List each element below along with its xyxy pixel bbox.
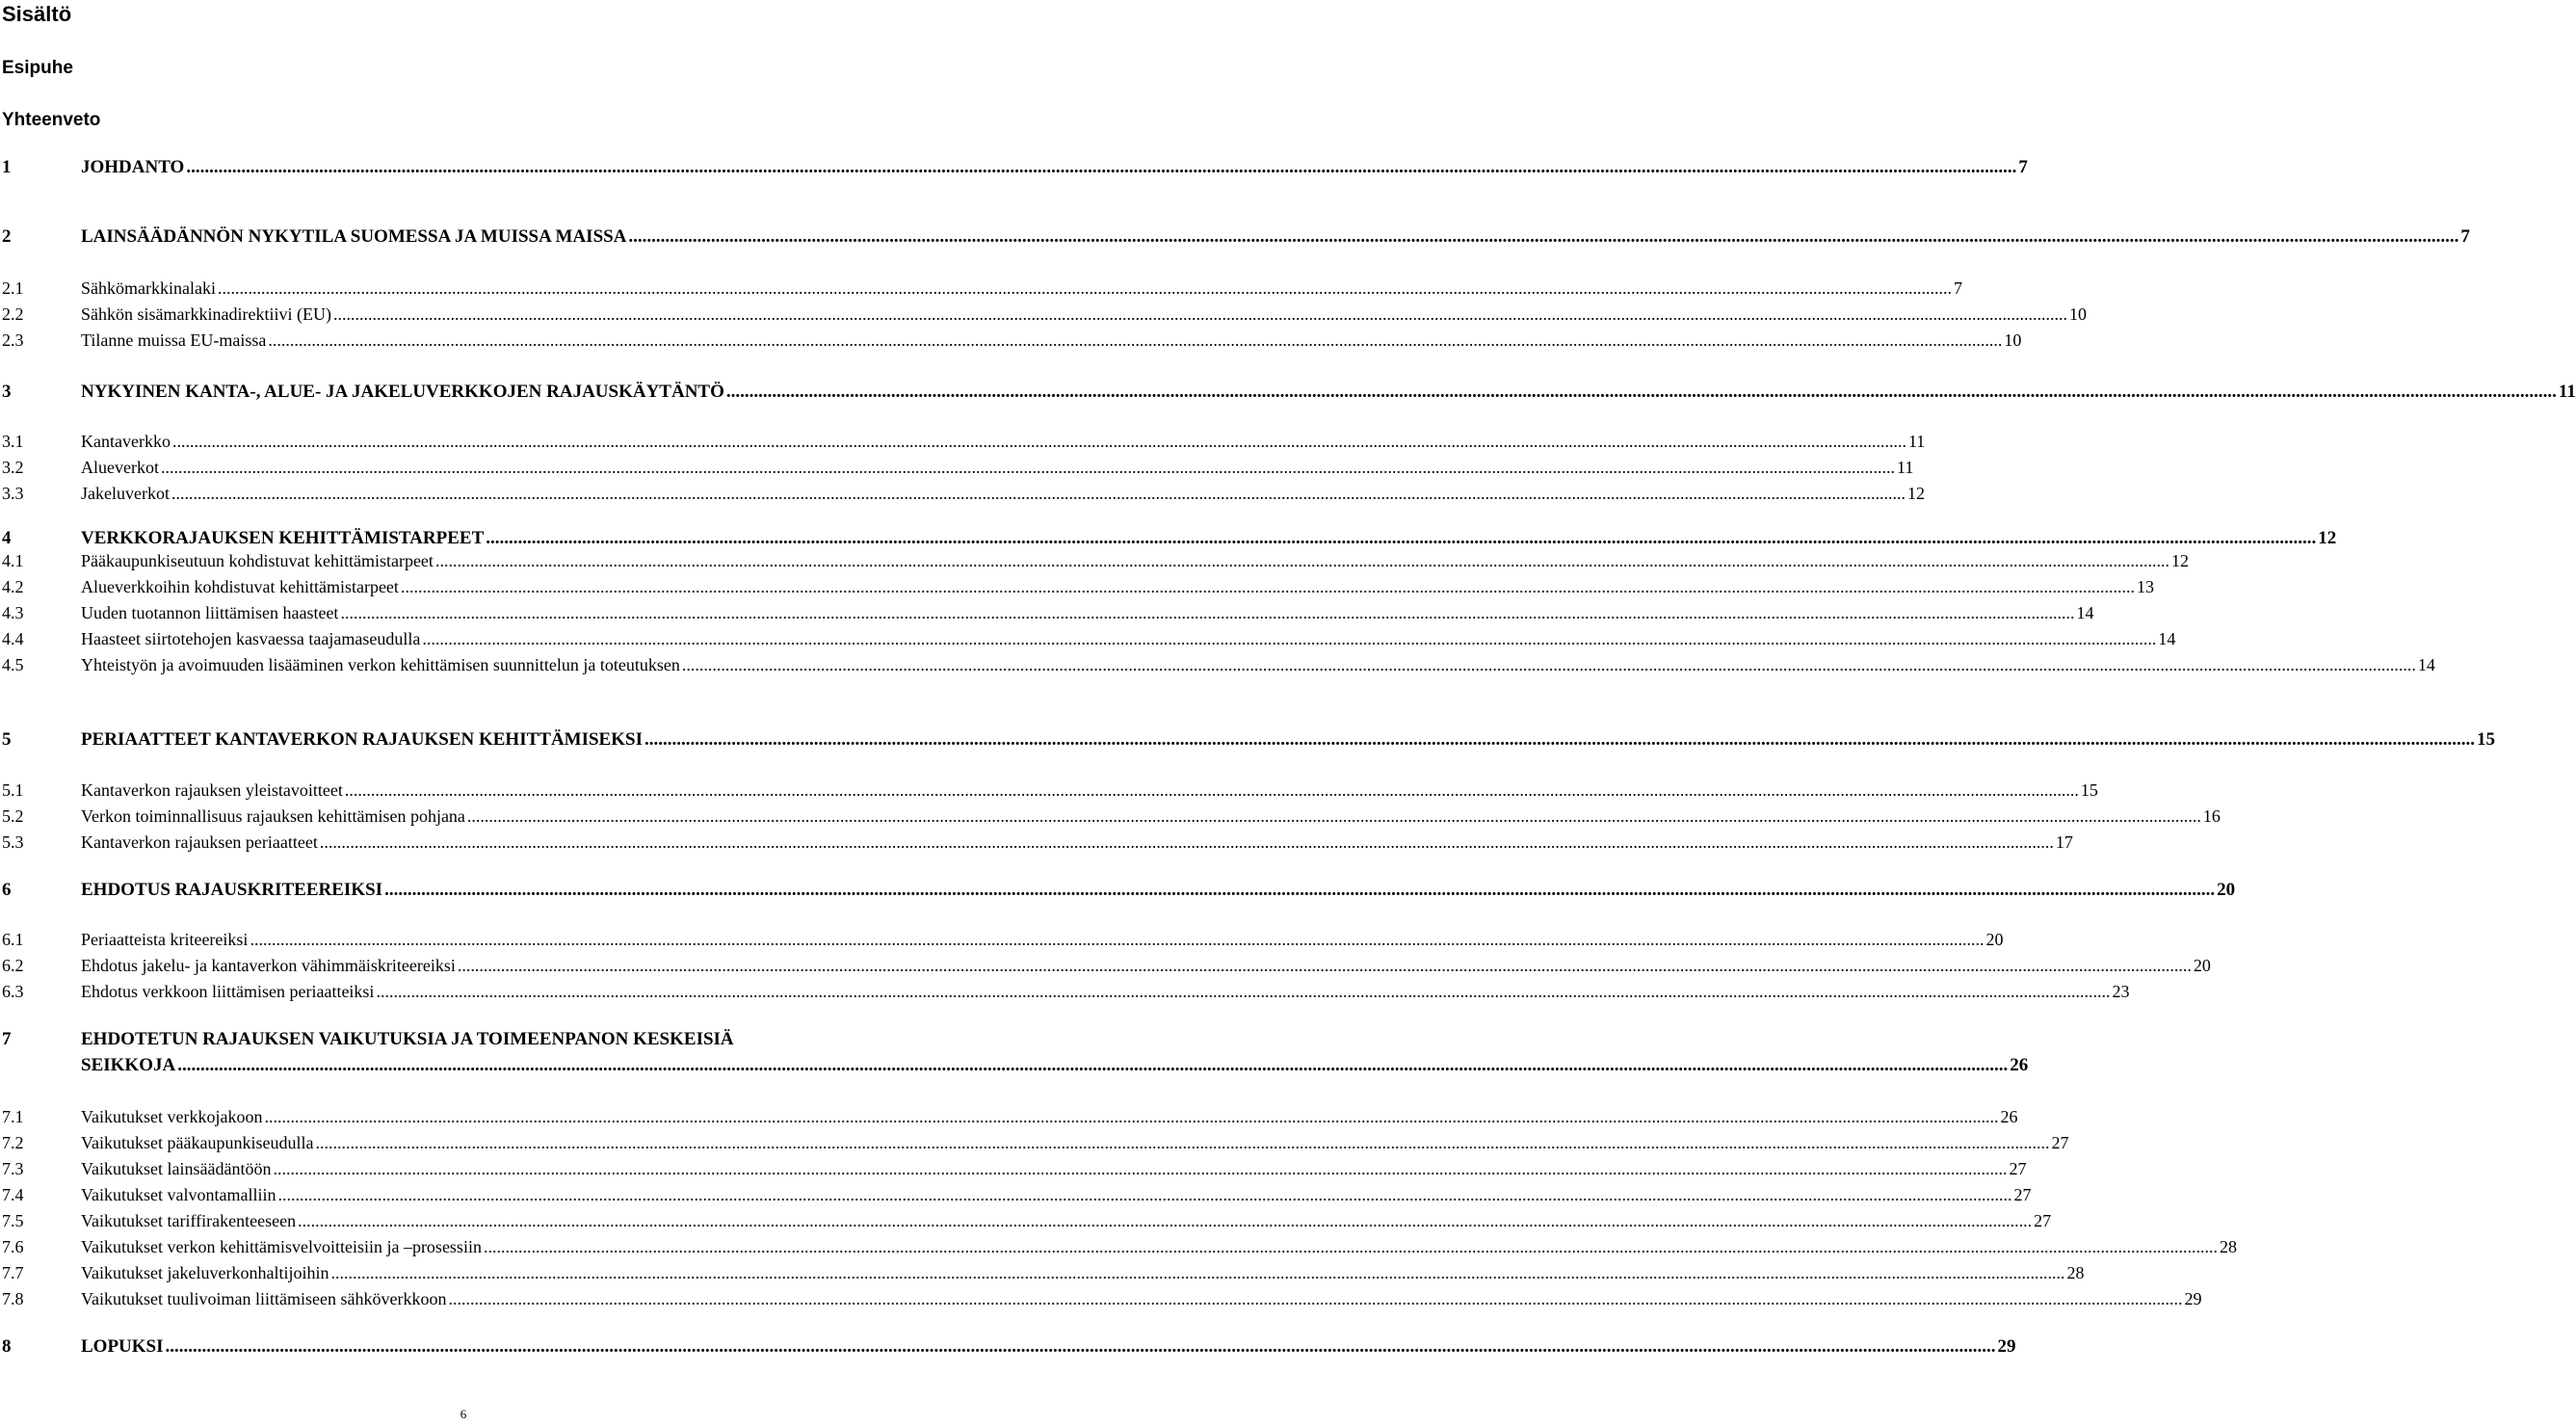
toc-label: EHDOTUS RAJAUSKRITEEREIKSI xyxy=(81,880,383,900)
toc-page-number: 7 xyxy=(2460,226,2470,247)
toc-row[interactable] xyxy=(0,430,1926,453)
toc-leader-dots: ................................................................................................................................................................................................................................................................................................................................................................................................................ xyxy=(250,930,1985,949)
toc-number: 4.3 xyxy=(2,603,24,622)
toc-page-number: 12 xyxy=(2318,528,2337,548)
toc-label: Sähkön sisämarkkinadirektiivi (EU) xyxy=(81,304,331,324)
toc-label: Kantaverkko xyxy=(81,432,171,451)
toc-number: 4.2 xyxy=(2,577,24,596)
toc-page-number: 28 xyxy=(2066,1263,2085,1282)
toc-number: 7.6 xyxy=(2,1237,24,1256)
toc-label: EHDOTETUN RAJAUKSEN VAIKUTUKSIA JA TOIMEENPANON KESKEISIÄ xyxy=(81,1029,734,1049)
toc-number: 2.3 xyxy=(2,330,24,350)
toc-label: Tilanne muissa EU-maissa xyxy=(81,330,267,350)
toc-number: 6 xyxy=(2,880,12,900)
toc-label: Vaikutukset tuulivoiman liittämiseen sähköverkkoon xyxy=(81,1289,447,1308)
toc-number: 4 xyxy=(2,528,12,548)
toc-page-number: 11 xyxy=(2558,382,2576,402)
toc-row[interactable] xyxy=(0,225,2470,249)
toc-number: 7.5 xyxy=(2,1211,24,1230)
toc-number: 7.8 xyxy=(2,1289,24,1308)
toc-label: Periaatteista kriteereiksi xyxy=(81,930,249,949)
toc-page-number: 27 xyxy=(2034,1211,2052,1230)
toc-page-number: 23 xyxy=(2112,982,2130,1001)
toc-page-number: 10 xyxy=(2068,304,2087,324)
toc-row[interactable] xyxy=(0,627,2176,650)
toc-page-number: 16 xyxy=(2202,806,2221,826)
toc-page-number: 17 xyxy=(2055,832,2073,852)
toc-leader-dots: ................................................................................................................................................................................................................................................................................................................................................................................................................ xyxy=(344,780,2079,800)
toc-row[interactable] xyxy=(0,1335,2016,1359)
toc-number: 6.2 xyxy=(2,956,24,975)
toc-number: 5.3 xyxy=(2,832,24,852)
page-number: 6 xyxy=(460,1407,467,1421)
toc-number: 7.3 xyxy=(2,1159,24,1178)
toc-page-number: 27 xyxy=(2013,1185,2032,1204)
toc-row[interactable] xyxy=(0,527,2337,550)
toc-page-number: 29 xyxy=(2184,1289,2202,1308)
toc-leader-dots: ................................................................................................................................................................................................................................................................................................................................................................................................................ xyxy=(457,956,2192,975)
toc-label: Kantaverkon rajauksen periaatteet xyxy=(81,832,318,852)
toc-row[interactable] xyxy=(0,728,2495,752)
toc-page-number: 26 xyxy=(2010,1055,2029,1075)
toc-number: 3.2 xyxy=(2,458,24,477)
toc-page-number: 29 xyxy=(1997,1336,2016,1357)
toc-page-number: 14 xyxy=(2417,655,2435,674)
toc-row[interactable] xyxy=(0,277,1962,300)
toc-row[interactable] xyxy=(0,653,2435,676)
toc-row[interactable] xyxy=(0,1235,2237,1258)
toc-row[interactable] xyxy=(0,779,2098,802)
toc-number: 7.7 xyxy=(2,1263,24,1282)
toc-label-continuation: SEIKKOJA xyxy=(81,1055,176,1075)
toc-label: Uuden tuotannon liittämisen haasteet xyxy=(81,603,339,622)
toc-row[interactable] xyxy=(0,1183,2032,1206)
toc-number: 1 xyxy=(2,157,12,177)
toc-leader-dots: ................................................................................................................................................................................................................................................................................................................................................................................................................ xyxy=(400,577,2135,596)
toc-label: PERIAATTEET KANTAVERKON RAJAUKSEN KEHITTÄMISEKSI xyxy=(81,729,643,750)
toc-leader-dots: ................................................................................................................................................................................................................................................................................................................................................................................................................ xyxy=(448,1289,2183,1308)
toc-leader-dots: ................................................................................................................................................................................................................................................................................................................................................................................................................ xyxy=(186,157,2017,177)
toc-number: 6.3 xyxy=(2,982,24,1001)
toc-leader-dots: ................................................................................................................................................................................................................................................................................................................................................................................................................ xyxy=(298,1211,2033,1230)
toc-row[interactable] xyxy=(0,1157,2027,1180)
toc-page-number: 20 xyxy=(2217,880,2236,900)
toc-page-number: 12 xyxy=(2170,551,2189,570)
front-matter-yhteenveto: Yhteenveto xyxy=(2,110,101,130)
toc-row[interactable] xyxy=(0,329,2022,352)
toc-label: LAINSÄÄDÄNNÖN NYKYTILA SUOMESSA JA MUISSA MAISSA xyxy=(81,226,627,247)
toc-page-number: 15 xyxy=(2476,729,2495,750)
toc-leader-dots: ................................................................................................................................................................................................................................................................................................................................................................................................................ xyxy=(315,1133,2050,1152)
toc-page-number: 11 xyxy=(1907,432,1926,451)
toc-row[interactable] xyxy=(0,980,2130,1003)
toc-leader-dots: ................................................................................................................................................................................................................................................................................................................................................................................................................ xyxy=(160,458,1895,477)
toc-leader-dots: ................................................................................................................................................................................................................................................................................................................................................................................................................ xyxy=(434,551,2169,570)
toc-label: Pääkaupunkiseutuun kohdistuvat kehittämistarpeet xyxy=(81,551,434,570)
toc-row[interactable] xyxy=(0,601,2094,624)
toc-page-number: 20 xyxy=(2193,956,2211,975)
toc-row[interactable] xyxy=(0,1261,2085,1284)
toc-leader-dots: ................................................................................................................................................................................................................................................................................................................................................................................................................ xyxy=(277,1185,2012,1204)
front-matter-esipuhe: Esipuhe xyxy=(2,58,73,78)
toc-row[interactable] xyxy=(0,1287,2202,1310)
toc-label: JOHDANTO xyxy=(81,157,185,177)
toc-page-number: 7 xyxy=(2018,157,2028,177)
toc-number: 3.3 xyxy=(2,484,24,503)
toc-leader-dots: ................................................................................................................................................................................................................................................................................................................................................................................................................ xyxy=(466,806,2201,826)
toc-number: 7 xyxy=(2,1029,12,1049)
toc-label: Vaikutukset valvontamalliin xyxy=(81,1185,276,1204)
toc-leader-dots: ................................................................................................................................................................................................................................................................................................................................................................................................................ xyxy=(725,382,2557,402)
toc-row[interactable] xyxy=(0,381,2576,404)
toc-label: Vaikutukset jakeluverkonhaltijoihin xyxy=(81,1263,329,1282)
toc-label: Ehdotus verkkoon liittämisen periaatteiksi xyxy=(81,982,375,1001)
page-title: Sisältö xyxy=(2,2,72,26)
toc-row[interactable] xyxy=(0,954,2211,977)
toc-row[interactable] xyxy=(0,456,1914,479)
toc-number: 2 xyxy=(2,226,12,247)
toc-label: Kantaverkon rajauksen yleistavoitteet xyxy=(81,780,343,800)
toc-leader-dots: ................................................................................................................................................................................................................................................................................................................................................................................................................ xyxy=(422,629,2157,648)
toc-row[interactable] xyxy=(0,928,2004,951)
toc-number: 4.1 xyxy=(2,551,24,570)
toc-page-number: 28 xyxy=(2219,1237,2237,1256)
toc-page-number: 27 xyxy=(2009,1159,2027,1178)
toc-leader-dots: ................................................................................................................................................................................................................................................................................................................................................................................................................ xyxy=(681,655,2416,674)
toc-leader-dots: ................................................................................................................................................................................................................................................................................................................................................................................................................ xyxy=(384,880,2216,900)
toc-row[interactable] xyxy=(0,549,2189,572)
toc-leader-dots: ................................................................................................................................................................................................................................................................................................................................................................................................................ xyxy=(628,226,2459,247)
toc-label: Vaikutukset tariffirakenteeseen xyxy=(81,1211,297,1230)
toc-number: 7.2 xyxy=(2,1133,24,1152)
toc-label: Vaikutukset pääkaupunkiseudulla xyxy=(81,1133,314,1152)
toc-number: 3.1 xyxy=(2,432,24,451)
toc-label: VERKKORAJAUKSEN KEHITTÄMISTARPEET xyxy=(81,528,485,548)
toc-label: Sähkömarkkinalaki xyxy=(81,278,216,298)
toc-page-number: 15 xyxy=(2080,780,2098,800)
toc-row[interactable] xyxy=(0,303,2087,326)
toc-row[interactable] xyxy=(0,805,2221,828)
toc-row-continuation[interactable] xyxy=(0,1054,2029,1077)
toc-page-number: 13 xyxy=(2136,577,2154,596)
toc-label: Ehdotus jakelu- ja kantaverkon vähimmäiskriteereiksi xyxy=(81,956,456,975)
toc-page-number: 26 xyxy=(2000,1107,2018,1126)
toc-row[interactable] xyxy=(0,879,2236,902)
toc-page-number: 11 xyxy=(1896,458,1914,477)
toc-label: LOPUKSI xyxy=(81,1336,164,1357)
toc-row[interactable] xyxy=(0,1131,2069,1154)
toc-leader-dots: ................................................................................................................................................................................................................................................................................................................................................................................................................ xyxy=(483,1237,2218,1256)
toc-page-number: 14 xyxy=(2076,603,2094,622)
toc-number: 5.1 xyxy=(2,780,24,800)
toc-number: 2.2 xyxy=(2,304,24,324)
toc-leader-dots: ................................................................................................................................................................................................................................................................................................................................................................................................................ xyxy=(217,278,1952,298)
toc-leader-dots: ................................................................................................................................................................................................................................................................................................................................................................................................................ xyxy=(644,729,2475,750)
toc-page-number: 14 xyxy=(2158,629,2176,648)
toc-label: Alueverkkoihin kohdistuvat kehittämistarpeet xyxy=(81,577,399,596)
toc-number: 3 xyxy=(2,382,12,402)
toc-leader-dots: ................................................................................................................................................................................................................................................................................................................................................................................................................ xyxy=(171,484,1906,503)
toc-row[interactable] xyxy=(0,831,2073,854)
toc-leader-dots: ................................................................................................................................................................................................................................................................................................................................................................................................................ xyxy=(264,1107,1999,1126)
toc-label: Haasteet siirtotehojen kasvaessa taajamaseudulla xyxy=(81,629,421,648)
toc-leader-dots: ................................................................................................................................................................................................................................................................................................................................................................................................................ xyxy=(319,832,2054,852)
toc-label: Vaikutukset lainsäädäntöön xyxy=(81,1159,272,1178)
toc-leader-dots: ................................................................................................................................................................................................................................................................................................................................................................................................................ xyxy=(171,432,1906,451)
toc-number: 6.1 xyxy=(2,930,24,949)
toc-label: Vaikutukset verkon kehittämisvelvoitteisiin ja –prosessiin xyxy=(81,1237,482,1256)
toc-number: 4.4 xyxy=(2,629,24,648)
toc-row[interactable] xyxy=(0,156,2028,179)
toc-leader-dots: ................................................................................................................................................................................................................................................................................................................................................................................................................ xyxy=(332,304,2067,324)
toc-leader-dots: ................................................................................................................................................................................................................................................................................................................................................................................................................ xyxy=(268,330,2003,350)
toc-row[interactable] xyxy=(0,1028,927,1051)
toc-number: 4.5 xyxy=(2,655,24,674)
toc-number: 8 xyxy=(2,1336,12,1357)
toc-label: Jakeluverkot xyxy=(81,484,170,503)
toc-page-number: 12 xyxy=(1906,484,1925,503)
toc-row[interactable] xyxy=(0,482,1925,505)
toc-leader-dots: ................................................................................................................................................................................................................................................................................................................................................................................................................ xyxy=(486,528,2317,548)
toc-leader-dots: ................................................................................................................................................................................................................................................................................................................................................................................................................ xyxy=(340,603,2075,622)
toc-page-number: 10 xyxy=(2004,330,2022,350)
toc-row[interactable] xyxy=(0,1209,2052,1232)
toc-label: Vaikutukset verkkojakoon xyxy=(81,1107,263,1126)
toc-leader-dots: ................................................................................................................................................................................................................................................................................................................................................................................................................ xyxy=(165,1336,1996,1357)
toc-label: Yhteistyön ja avoimuuden lisääminen verkon kehittämisen suunnittelun ja toteutuksen xyxy=(81,655,680,674)
toc-page-number: 7 xyxy=(1953,278,1962,298)
toc-page-number: 20 xyxy=(1985,930,2004,949)
toc-number: 5.2 xyxy=(2,806,24,826)
toc-row[interactable] xyxy=(0,575,2154,598)
toc-label: NYKYINEN KANTA-, ALUE- JA JAKELUVERKKOJEN RAJAUSKÄYTÄNTÖ xyxy=(81,382,724,402)
toc-label: Alueverkot xyxy=(81,458,159,477)
toc-number: 5 xyxy=(2,729,12,750)
toc-leader-dots: ................................................................................................................................................................................................................................................................................................................................................................................................................ xyxy=(376,982,2111,1001)
toc-number: 2.1 xyxy=(2,278,24,298)
toc-number: 7.4 xyxy=(2,1185,24,1204)
toc-leader-dots: ................................................................................................................................................................................................................................................................................................................................................................................................................ xyxy=(177,1055,2009,1075)
toc-page-number: 27 xyxy=(2051,1133,2069,1152)
toc-row[interactable] xyxy=(0,1105,2018,1128)
toc-leader-dots: ................................................................................................................................................................................................................................................................................................................................................................................................................ xyxy=(273,1159,2008,1178)
toc-number: 7.1 xyxy=(2,1107,24,1126)
toc-leader-dots: ................................................................................................................................................................................................................................................................................................................................................................................................................ xyxy=(330,1263,2065,1282)
toc-label: Verkon toiminnallisuus rajauksen kehittämisen pohjana xyxy=(81,806,465,826)
